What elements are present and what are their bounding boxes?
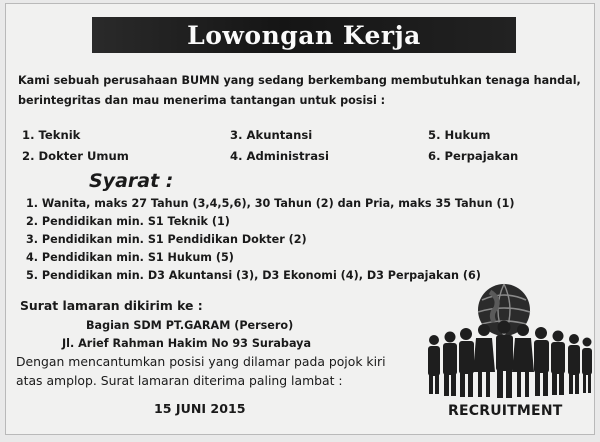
application-heading: Surat lamaran dikirim ke : — [20, 298, 203, 313]
recruitment-people-icon — [420, 282, 592, 400]
position-item: 4. Administrasi — [230, 149, 329, 163]
job-ad — [5, 3, 595, 435]
requirement-item: 2. Pendidikan min. S1 Teknik (1) — [26, 215, 230, 228]
title-banner — [92, 17, 516, 53]
requirements-heading: Syarat : — [89, 170, 174, 192]
requirement-item: 3. Pendidikan min. S1 Pendidikan Dokter (2) — [26, 233, 307, 246]
position-item: 5. Hukum — [428, 128, 491, 142]
recipient-name: Bagian SDM PT.GARAM (Persero) — [86, 319, 294, 332]
position-item: 1. Teknik — [22, 128, 81, 142]
recruitment-label: RECRUITMENT — [448, 403, 563, 419]
position-item: 6. Perpajakan — [428, 149, 519, 163]
application-note: Dengan mencantumkan posisi yang dilamar pada pojok kiri atas amplop. Surat lamaran diterima paling lambat : — [16, 354, 386, 388]
page-title: Lowongan Kerja — [187, 20, 421, 50]
requirement-item: 1. Wanita, maks 27 Tahun (3,4,5,6), 30 Tahun (2) dan Pria, maks 35 Tahun (1) — [26, 197, 515, 210]
position-item: 3. Akuntansi — [230, 128, 313, 142]
requirement-item: 4. Pendidikan min. S1 Hukum (5) — [26, 251, 234, 264]
requirement-item: 5. Pendidikan min. D3 Akuntansi (3), D3 Ekonomi (4), D3 Perpajakan (6) — [26, 269, 481, 282]
intro-text: Kami sebuah perusahaan BUMN yang sedang berkembang membutuhkan tenaga handal, berintegritas dan mau menerima tantangan untuk posisi : — [18, 74, 581, 107]
position-item: 2. Dokter Umum — [22, 149, 129, 163]
deadline-date: 15 JUNI 2015 — [154, 401, 246, 416]
recipient-address: Jl. Arief Rahman Hakim No 93 Surabaya — [62, 337, 311, 350]
